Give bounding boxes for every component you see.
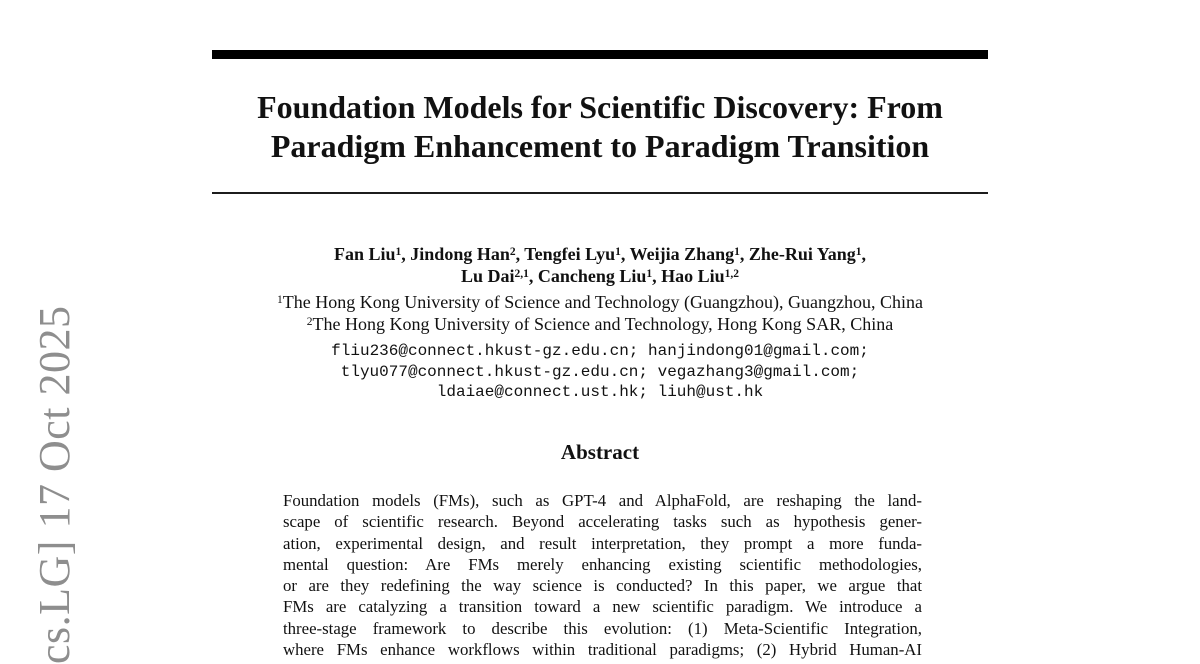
abstract-body: [283, 490, 922, 660]
abstract-line: three-stage framework to describe this evolution: (1) Meta-Scientific Integration,: [283, 618, 922, 639]
email-line-3: ldaiae@connect.ust.hk; liuh@ust.hk: [112, 382, 1088, 403]
abstract-line: scape of scientific research. Beyond accelerating tasks such as hypothesis gener-: [283, 511, 922, 532]
abstract-heading: Abstract: [212, 440, 988, 465]
affiliation-1: $^1$The Hong Kong University of Science and Technology (Guangzhou), Guangzhou, China: [62, 292, 1138, 314]
email-line-1: fliu236@connect.hkust-gz.edu.cn; hanjindong01@gmail.com;: [112, 341, 1088, 362]
abstract-line: ation, experimental design, and result interpretation, they prompt a more funda-: [283, 533, 922, 554]
author-line-2: [112, 266, 1088, 288]
abstract-line: or are they redefining the way science is conducted? In this paper, we argue that: [283, 575, 922, 596]
abstract-line: Foundation models (FMs), such as GPT-4 and AlphaFold, are reshaping the land-: [283, 490, 922, 511]
paper-title-line-2: Paradigm Enhancement to Paradigm Transition: [162, 127, 1038, 166]
author-block: [112, 244, 1088, 288]
author: Lu Dai$^{2,1}$,: [461, 266, 538, 286]
author: Zhe-Rui Yang$^1$,: [749, 244, 866, 264]
author: Weijia Zhang$^1$,: [630, 244, 749, 264]
title-rule-top: [212, 50, 988, 59]
affiliation-block: [62, 292, 1138, 336]
paper-title-line-1: Foundation Models for Scientific Discovery: From: [162, 88, 1038, 127]
affiliation-2: $^2$The Hong Kong University of Science and Technology, Hong Kong SAR, China: [62, 314, 1138, 336]
author: Fan Liu$^1$,: [334, 244, 410, 264]
author: Jindong Han$^2$,: [410, 244, 524, 264]
abstract-line: FMs are catalyzing a transition toward a new scientific paradigm. We introduce a: [283, 596, 922, 617]
arxiv-watermark: cs.LG] 17 Oct 2025: [30, 306, 80, 664]
abstract-line: where FMs enhance workflows within traditional paradigms; (2) Hybrid Human-AI: [283, 639, 922, 660]
email-block: [112, 341, 1088, 403]
author-line-1: [112, 244, 1088, 266]
author: Hao Liu$^{1,2}$: [661, 266, 739, 286]
email-line-2: tlyu077@connect.hkust-gz.edu.cn; vegazhang3@gmail.com;: [112, 362, 1088, 383]
title-rule-bottom: [212, 192, 988, 194]
author: Tengfei Lyu$^1$,: [524, 244, 629, 264]
author: Cancheng Liu$^1$,: [538, 266, 661, 286]
abstract-line: mental question: Are FMs merely enhancing existing scientific methodologies,: [283, 554, 922, 575]
paper-title: [162, 88, 1038, 166]
